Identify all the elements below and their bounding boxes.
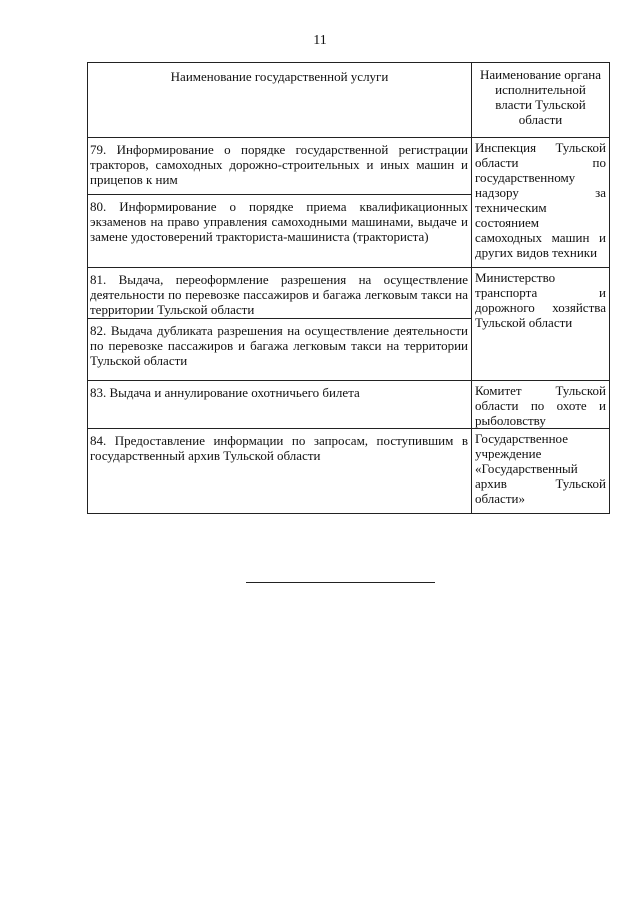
service-cell-80: 80. Информирование о порядке приема квалификационных экзаменов на право управления самоходными машинами, выдаче и замене удостоверений тракториста-машиниста (тракториста) — [88, 195, 472, 268]
table-row — [88, 268, 610, 319]
table-row — [88, 381, 610, 429]
authority-cell-hunting-committee: Комитет Тульской области по охоте и рыболовству — [472, 381, 610, 429]
table-row — [88, 138, 610, 195]
service-cell-79: 79. Информирование о порядке государственной регистрации тракторов, самоходных дорожно-строительных и иных машин и прицепов к ним — [88, 138, 472, 195]
services-table — [87, 62, 610, 514]
page-number: 11 — [313, 33, 327, 48]
service-cell-83: 83. Выдача и аннулирование охотничьего билета — [88, 381, 472, 429]
table-row — [88, 429, 610, 514]
table-header-row — [88, 63, 610, 138]
header-authority-name: Наименование органа исполнительной власти Тульской области — [472, 63, 610, 138]
service-cell-82: 82. Выдача дубликата разрешения на осуществление деятельности по перевозке пассажиров и багажа легковым такси на территории Тульской области — [88, 319, 472, 381]
header-service-name: Наименование государственной услуги — [88, 63, 472, 138]
closing-divider-line — [246, 582, 435, 583]
service-cell-84: 84. Предоставление информации по запросам, поступившим в государственный архив Тульской области — [88, 429, 472, 514]
authority-cell-state-archive: Государственное учреждение «Государственный архив Тульской области» — [472, 429, 610, 514]
service-cell-81: 81. Выдача, переоформление разрешения на осуществление деятельности по перевозке пассажиров и багажа легковым такси на территории Тульской области — [88, 268, 472, 319]
authority-cell-transport-ministry: Министерство транспорта и дорожного хозяйства Тульской области — [472, 268, 610, 381]
authority-cell-inspection: Инспекция Тульской области по государственному надзору за техническим состоянием самоходных машин и других видов техники — [472, 138, 610, 268]
